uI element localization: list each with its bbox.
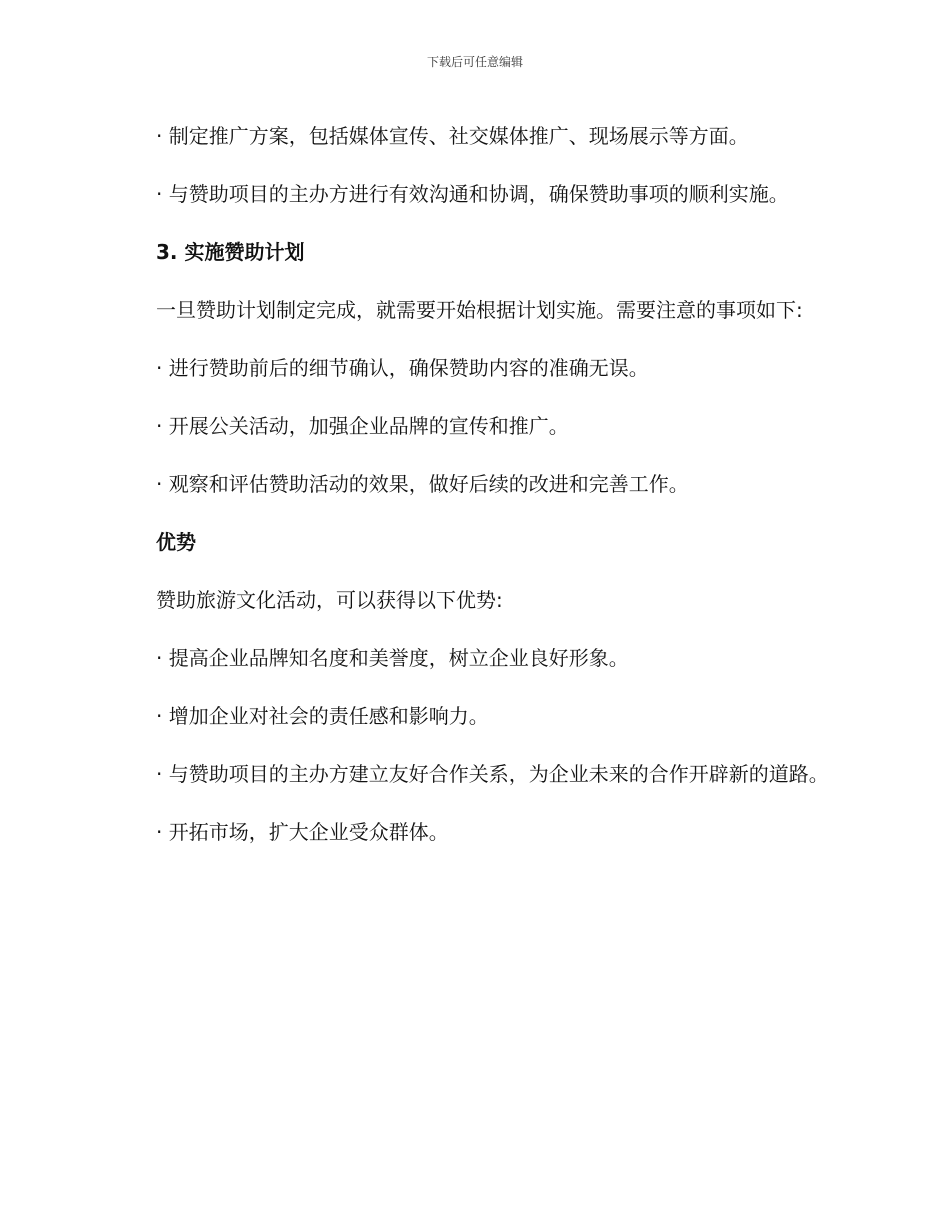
bullet-evaluate-effect: · 观察和评估赞助活动的效果，做好后续的改进和完善工作。	[156, 472, 689, 496]
bullet-social-responsibility: · 增加企业对社会的责任感和影响力。	[156, 704, 489, 728]
advantages-intro-paragraph: 赞助旅游文化活动，可以获得以下优势:	[156, 588, 503, 612]
paragraph-gap	[113, 390, 833, 404]
paragraph-gap	[113, 622, 833, 636]
paragraph-gap	[113, 158, 833, 172]
bullet-detail-confirmation: · 进行赞助前后的细节确认，确保赞助内容的准确无误。	[156, 356, 649, 380]
page-header: 下载后可任意编辑	[426, 55, 523, 69]
bullet-pr-activities: · 开展公关活动，加强企业品牌的宣传和推广。	[156, 414, 569, 438]
implement-intro-paragraph: 一旦赞助计划制定完成，就需要开始根据计划实施。需要注意的事项如下:	[156, 298, 803, 322]
paragraph-gap	[113, 274, 833, 288]
bullet-brand-awareness: · 提高企业品牌知名度和美誉度，树立企业良好形象。	[156, 646, 629, 670]
bullet-partnership: · 与赞助项目的主办方建立友好合作关系，为企业未来的合作开辟新的道路。	[156, 762, 829, 786]
bullet-communication: · 与赞助项目的主办方进行有效沟通和协调，确保赞助事项的顺利实施。	[156, 182, 789, 206]
section-heading-advantages: 优势	[156, 530, 196, 554]
paragraph-gap	[113, 332, 833, 346]
paragraph-gap	[113, 796, 833, 810]
section-heading-implement: 3. 实施赞助计划	[156, 240, 305, 264]
paragraph-gap	[113, 448, 833, 462]
paragraph-gap	[113, 738, 833, 752]
bullet-market-expansion: · 开拓市场，扩大企业受众群体。	[156, 820, 449, 844]
paragraph-gap	[113, 506, 833, 520]
document-content	[113, 114, 833, 854]
paragraph-gap	[113, 680, 833, 694]
bullet-promotion-plan: · 制定推广方案，包括媒体宣传、社交媒体推广、现场展示等方面。	[156, 124, 749, 148]
paragraph-gap	[113, 216, 833, 230]
paragraph-gap	[113, 564, 833, 578]
